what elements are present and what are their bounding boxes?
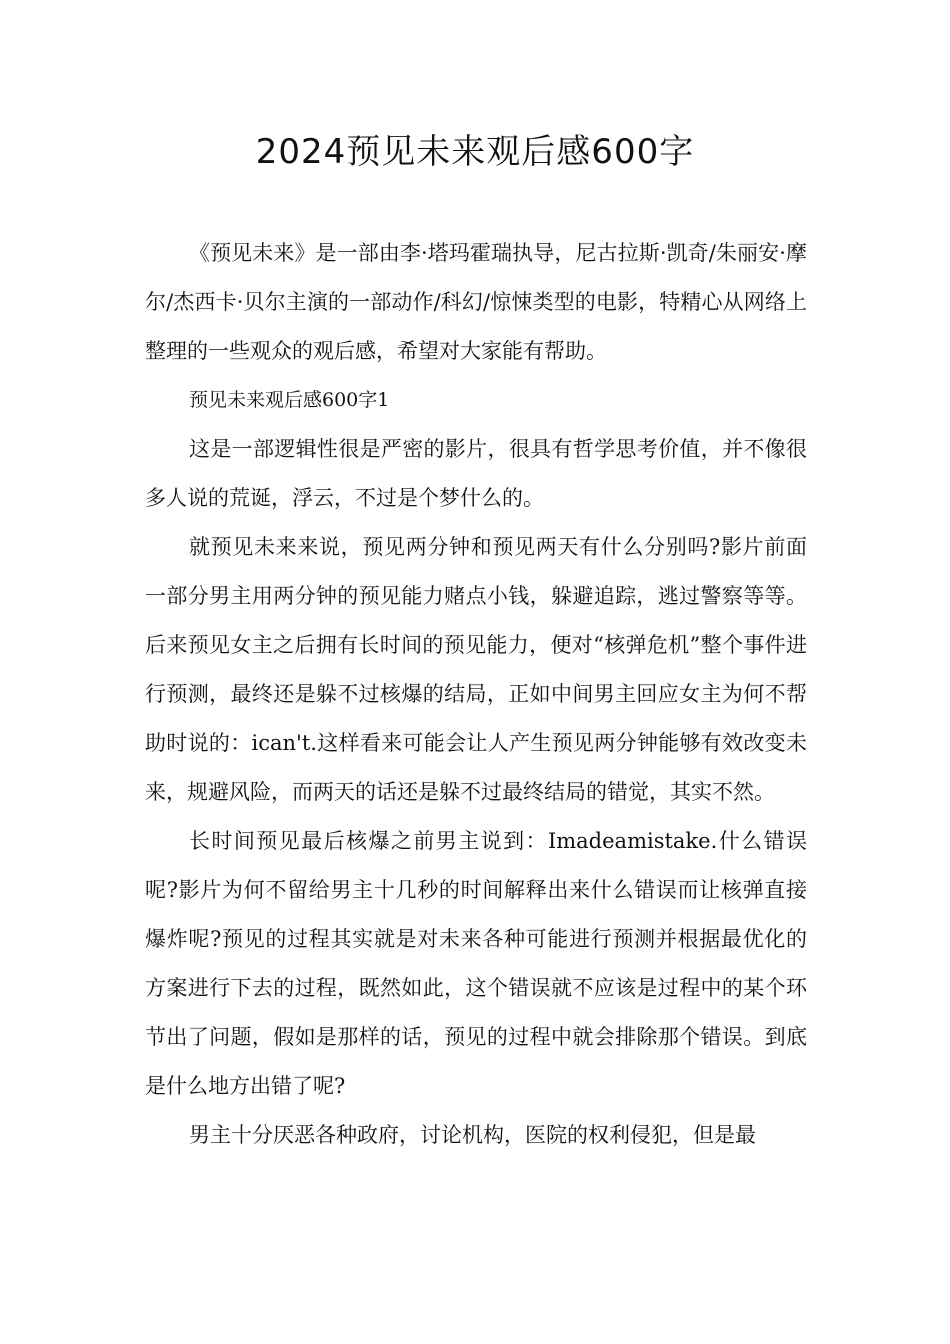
body-paragraph: 就预见未来来说，预见两分钟和预见两天有什么分别吗?影片前面一部分男主用两分钟的预见能力赌点小钱，躲避追踪，逃过警察等等。后来预见女主之后拥有长时间的预见能力，便对“核弹危机”整个事件进行预测，最终还是躲不过核爆的结局，正如中间男主回应女主为何不帮助时说的：ican't.这样看来可能会让人产生预见两分钟能够有效改变未来，规避风险，而两天的话还是躲不过最终结局的错觉，其实不然。 bbox=[145, 535, 807, 804]
document-body bbox=[145, 229, 807, 1160]
document-title: 2024预见未来观后感600字 bbox=[255, 132, 695, 172]
intro-paragraph: 《预见未来》是一部由李·塔玛霍瑞执导，尼古拉斯·凯奇/朱丽安·摩尔/杰西卡·贝尔主演的一部动作/科幻/惊悚类型的电影，特精心从网络上整理的一些观众的观后感，希望对大家能有帮助。 bbox=[145, 241, 807, 363]
body-paragraph: 男主十分厌恶各种政府，讨论机构，医院的权利侵犯，但是最 bbox=[189, 1123, 756, 1147]
body-paragraph: 长时间预见最后核爆之前男主说到：Imadeamistake.什么错误呢?影片为何不留给男主十几秒的时间解释出来什么错误而让核弹直接爆炸呢?预见的过程其实就是对未来各种可能进行预测并根据最优化的方案进行下去的过程，既然如此，这个错误就不应该是过程中的某个环节出了问题，假如是那样的话，预见的过程中就会排除那个错误。到底是什么地方出错了呢? bbox=[145, 829, 807, 1098]
section-heading: 预见未来观后感600字1 bbox=[189, 389, 390, 411]
body-paragraph: 这是一部逻辑性很是严密的影片，很具有哲学思考价值，并不像很多人说的荒诞，浮云，不过是个梦什么的。 bbox=[145, 437, 807, 510]
